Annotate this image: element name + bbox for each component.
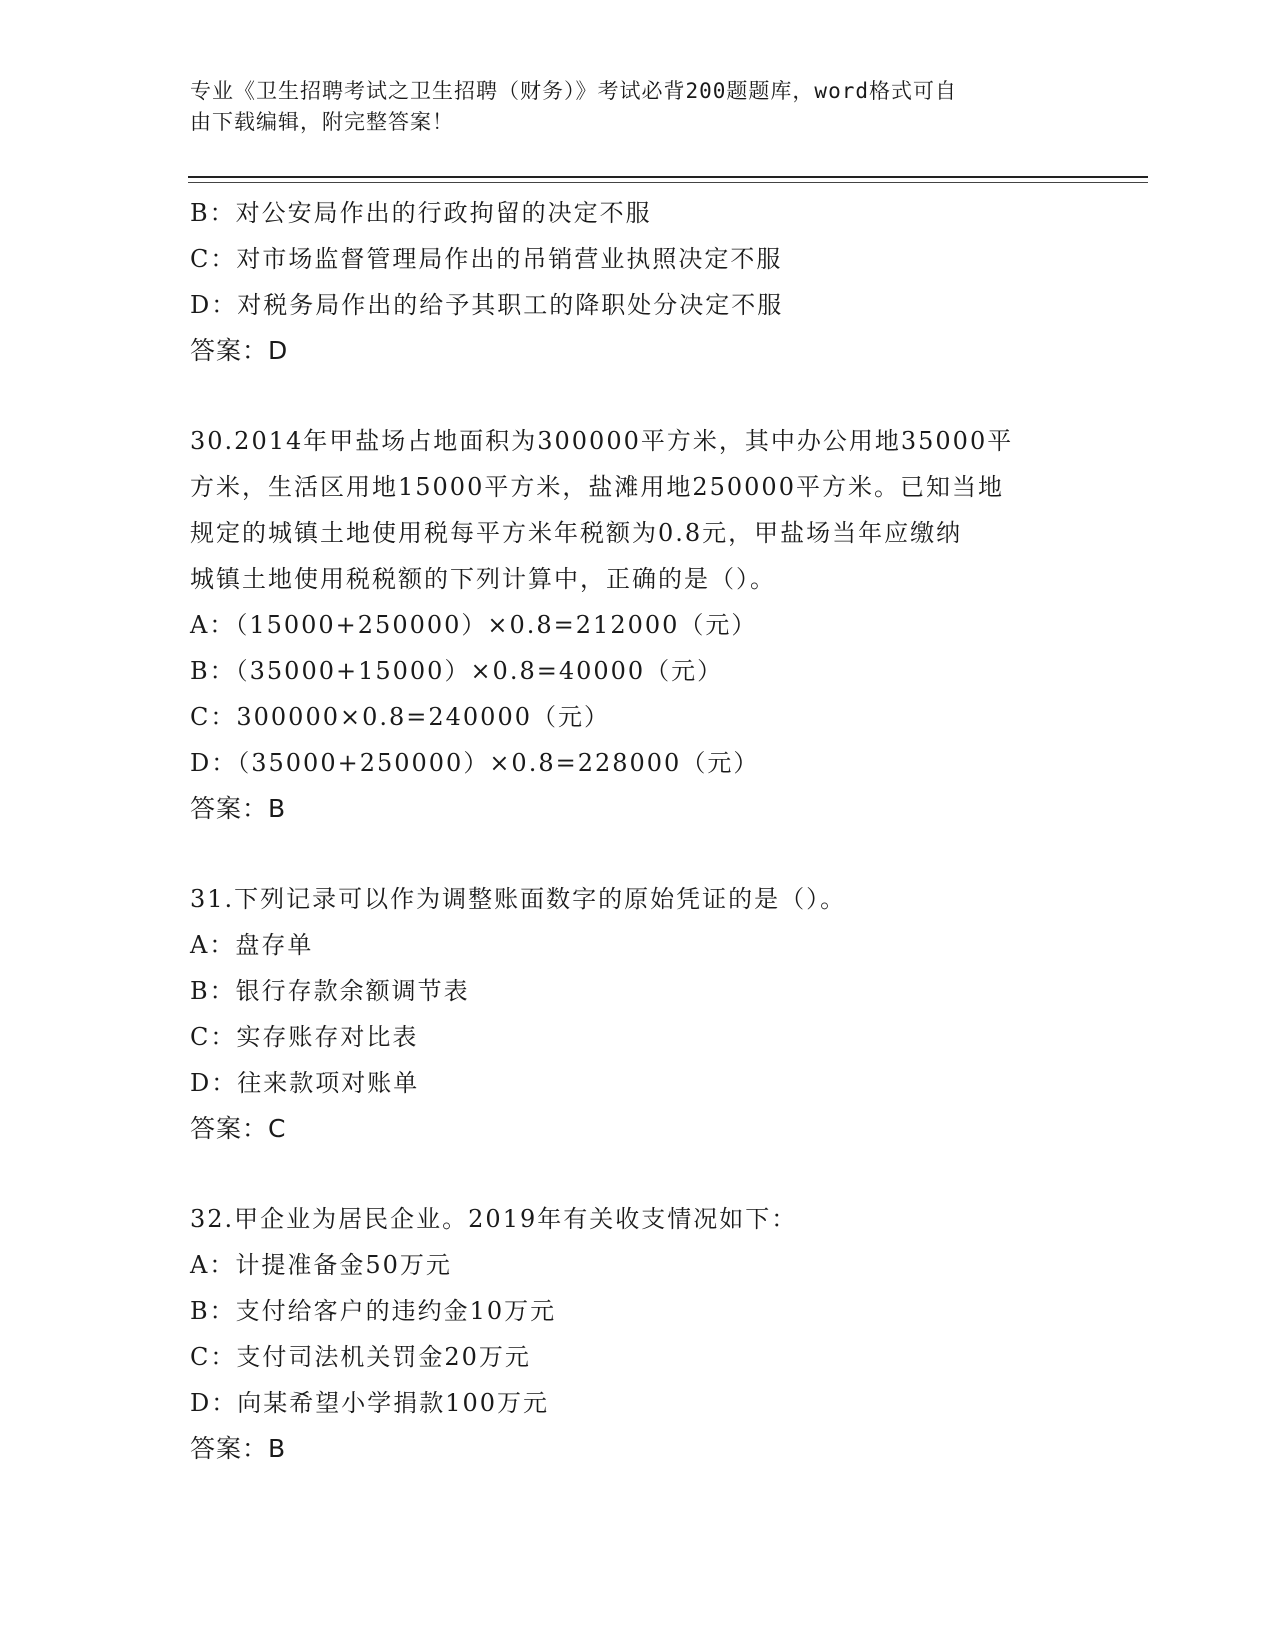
- header-divider-thin: [188, 182, 1148, 183]
- option-b: B：银行存款余额调节表: [190, 977, 470, 1005]
- option-d: D：对税务局作出的给予其职工的降职处分决定不服: [190, 291, 784, 319]
- answer-line: 答案：D: [190, 336, 289, 365]
- option-c: C：支付司法机关罚金20万元: [190, 1343, 531, 1371]
- question-stem: 32.甲企业为居民企业。2019年有关收支情况如下：: [190, 1205, 798, 1233]
- option-c: C：对市场监督管理局作出的吊销营业执照决定不服: [190, 245, 783, 273]
- option-d: D：往来款项对账单: [190, 1069, 420, 1097]
- question-stem-line: 城镇土地使用税税额的下列计算中，正确的是（）。: [190, 565, 776, 593]
- answer-line: 答案：C: [190, 1114, 287, 1143]
- answer-line: 答案：B: [190, 1434, 287, 1463]
- header-divider: [188, 176, 1148, 178]
- question-stem-line: 规定的城镇土地使用税每平方米年税额为0.8元，甲盐场当年应缴纳: [190, 519, 963, 547]
- question-29-tail: [190, 190, 1070, 374]
- question-stem-line: 方米，生活区用地15000平方米，盐滩用地250000平方米。已知当地: [190, 473, 1004, 501]
- option-a: A：盘存单: [190, 931, 314, 959]
- header-line-2: 由下载编辑，附完整答案！: [190, 110, 454, 134]
- question-30: [190, 418, 1070, 832]
- question-stem: 31.下列记录可以作为调整账面数字的原始凭证的是（）。: [190, 885, 847, 913]
- option-c: C：实存账存对比表: [190, 1023, 419, 1051]
- document-header: [190, 76, 1070, 138]
- question-list: [190, 190, 1070, 1472]
- option-d: D：向某希望小学捐款100万元: [190, 1389, 550, 1417]
- question-32: [190, 1196, 1070, 1472]
- option-b: B：（35000+15000）×0.8=40000（元）: [190, 657, 724, 685]
- option-c: C：300000×0.8=240000（元）: [190, 703, 610, 731]
- option-a: A：（15000+250000）×0.8=212000（元）: [190, 611, 758, 639]
- question-stem-line: 30.2014年甲盐场占地面积为300000平方米，其中办公用地35000平: [190, 427, 1014, 455]
- question-31: [190, 876, 1070, 1152]
- answer-line: 答案：B: [190, 794, 287, 823]
- option-d: D：（35000+250000）×0.8=228000（元）: [190, 749, 760, 777]
- header-line-1: 专业《卫生招聘考试之卫生招聘（财务）》考试必背200题题库，word格式可自: [190, 79, 957, 103]
- option-b: B：对公安局作出的行政拘留的决定不服: [190, 199, 652, 227]
- option-b: B：支付给客户的违约金10万元: [190, 1297, 557, 1325]
- option-a: A：计提准备金50万元: [190, 1251, 452, 1279]
